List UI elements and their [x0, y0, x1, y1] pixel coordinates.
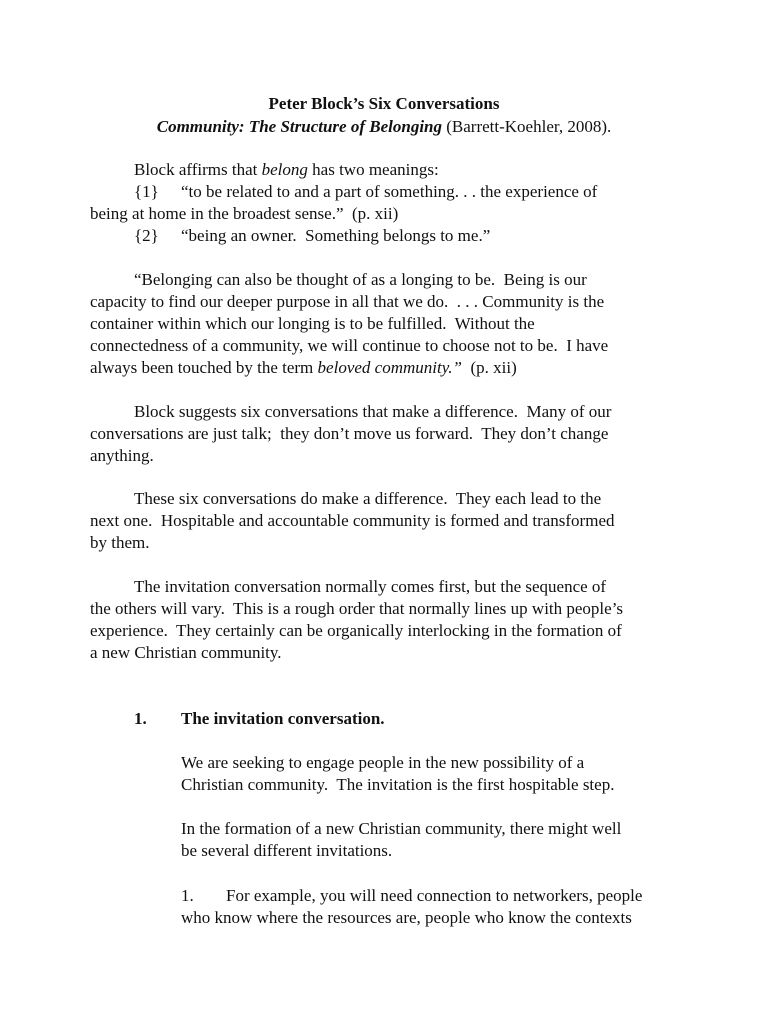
paragraph-line: These six conversations do make a difference. They each lead to the [134, 489, 602, 508]
paragraph-line: a new Christian community. [90, 643, 282, 662]
section-heading: The invitation conversation. [181, 709, 385, 728]
book-title: Community: The Structure of Belonging [156, 117, 442, 136]
quote-line: container within which our longing is to be fulfilled. Without the [90, 314, 535, 333]
paragraph-line: experience. They certainly can be organically interlocking in the formation of [90, 621, 622, 640]
meaning1-number: {1} [134, 182, 159, 201]
beloved-community-term: beloved community.” [317, 358, 463, 377]
list-item-line2: who know where the resources are, people who know the contexts [181, 908, 632, 927]
quote-last-line: always been touched by the term beloved community.” (p. xii) [90, 358, 517, 377]
quote-line: connectedness of a community, we will continue to choose not to be. I have [90, 336, 609, 355]
quote-line: “Belonging can also be thought of as a longing to be. Being is our [134, 270, 587, 289]
section-paragraph-line: be several different invitations. [181, 841, 393, 860]
meaning2-line1: “being an owner. Something belongs to me.” [181, 226, 491, 245]
meaning2-number: {2} [134, 226, 159, 245]
quote-line: capacity to find our deeper purpose in all that we do. . . . Community is the [90, 292, 605, 311]
paragraph-line: the others will vary. This is a rough order that normally lines up with people’s [90, 599, 624, 618]
paragraph-line: by them. [90, 533, 150, 552]
section-paragraph-line: We are seeking to engage people in the new possibility of a [181, 753, 585, 772]
list-item-line1: For example, you will need connection to networkers, people [226, 886, 643, 905]
paragraph-line: Block suggests six conversations that make a difference. Many of our [134, 402, 612, 421]
section-number: 1. [134, 709, 147, 728]
document-title: Peter Block’s Six Conversations [268, 94, 500, 113]
paragraph-line: anything. [90, 446, 154, 465]
paragraph-line: next one. Hospitable and accountable community is formed and transformed [90, 511, 615, 530]
meaning1-line2: being at home in the broadest sense.” (p. xii) [90, 204, 399, 223]
list-item-number: 1. [181, 886, 194, 905]
paragraph-line: conversations are just talk; they don’t move us forward. They don’t change [90, 424, 609, 443]
intro-line: Block affirms that belong has two meanings: [134, 160, 439, 179]
belong-term: belong [261, 160, 308, 179]
section-paragraph-line: Christian community. The invitation is the first hospitable step. [181, 775, 615, 794]
paragraph-line: The invitation conversation normally comes first, but the sequence of [134, 577, 607, 596]
publisher-info: (Barrett-Koehler, 2008). [442, 117, 612, 136]
meaning1-line1: “to be related to and a part of something. . . the experience of [181, 182, 598, 201]
document-subtitle [0, 116, 768, 138]
section-paragraph-line: In the formation of a new Christian community, there might well [181, 819, 622, 838]
